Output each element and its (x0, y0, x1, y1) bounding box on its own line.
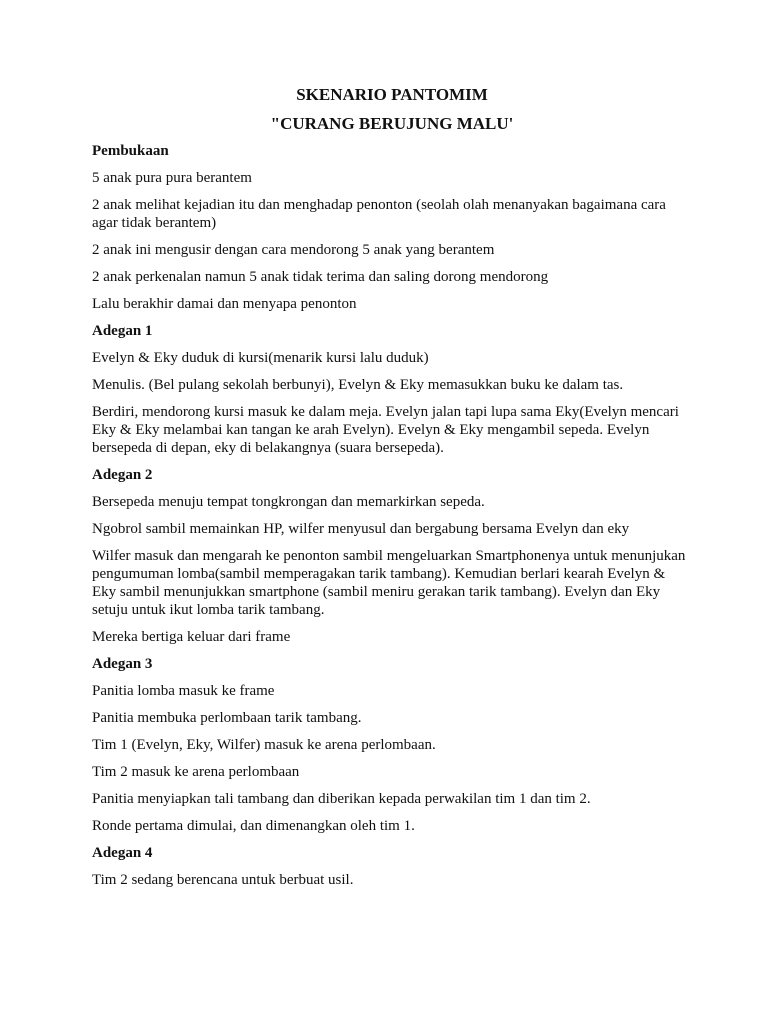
section-heading-adegan-4: Adegan 4 (92, 845, 153, 861)
section-heading-pembukaan: Pembukaan (92, 143, 169, 159)
paragraph: Panitia lomba masuk ke frame (92, 683, 275, 699)
document-page (92, 84, 692, 889)
paragraph: 2 anak perkenalan namun 5 anak tidak terima dan saling dorong mendorong (92, 269, 549, 285)
paragraph: Bersepeda menuju tempat tongkrongan dan memarkirkan sepeda. (92, 494, 485, 510)
document-title: SKENARIO PANTOMIM (296, 85, 488, 104)
document-subtitle: "CURANG BERUJUNG MALU' (270, 114, 514, 133)
paragraph: Tim 2 sedang berencana untuk berbuat usil. (92, 872, 354, 888)
paragraph: Panitia menyiapkan tali tambang dan diberikan kepada perwakilan tim 1 dan tim 2. (92, 791, 591, 807)
paragraph: 2 anak melihat kejadian itu dan menghadap penonton (seolah olah menanyakan bagaimana cara agar tidak berantem) (92, 197, 666, 231)
paragraph: Tim 2 masuk ke arena perlombaan (92, 764, 300, 780)
paragraph: Berdiri, mendorong kursi masuk ke dalam meja. Evelyn jalan tapi lupa sama Eky(Evelyn mencari Eky & Eky melambai kan tangan ke arah Evelyn). Evelyn & Eky mengambil sepeda. Evelyn bersepeda di depan, eky di belakangnya (suara bersepeda). (92, 404, 679, 456)
paragraph: Menulis. (Bel pulang sekolah berbunyi), Evelyn & Eky memasukkan buku ke dalam tas. (92, 377, 624, 393)
paragraph: Panitia membuka perlombaan tarik tambang. (92, 710, 362, 726)
paragraph: Lalu berakhir damai dan menyapa penonton (92, 296, 357, 312)
paragraph: Evelyn & Eky duduk di kursi(menarik kursi lalu duduk) (92, 350, 429, 366)
paragraph: Ronde pertama dimulai, dan dimenangkan oleh tim 1. (92, 818, 415, 834)
paragraph: Mereka bertiga keluar dari frame (92, 629, 291, 645)
paragraph: Ngobrol sambil memainkan HP, wilfer menyusul dan bergabung bersama Evelyn dan eky (92, 521, 630, 537)
paragraph: 5 anak pura pura berantem (92, 170, 252, 186)
paragraph: Wilfer masuk dan mengarah ke penonton sambil mengeluarkan Smartphonenya untuk menunjukan pengumuman lomba(sambil memperagakan tarik tambang). Kemudian berlari kearah Evelyn & Eky sambil menunjukkan smartphone (sambil meniru gerakan tarik tambang). Evelyn dan Eky setuju untuk ikut lomba tarik tambang. (92, 548, 686, 618)
section-heading-adegan-1: Adegan 1 (92, 323, 153, 339)
section-heading-adegan-3: Adegan 3 (92, 656, 153, 672)
paragraph: Tim 1 (Evelyn, Eky, Wilfer) masuk ke arena perlombaan. (92, 737, 436, 753)
section-heading-adegan-2: Adegan 2 (92, 467, 153, 483)
paragraph: 2 anak ini mengusir dengan cara mendorong 5 anak yang berantem (92, 242, 495, 258)
